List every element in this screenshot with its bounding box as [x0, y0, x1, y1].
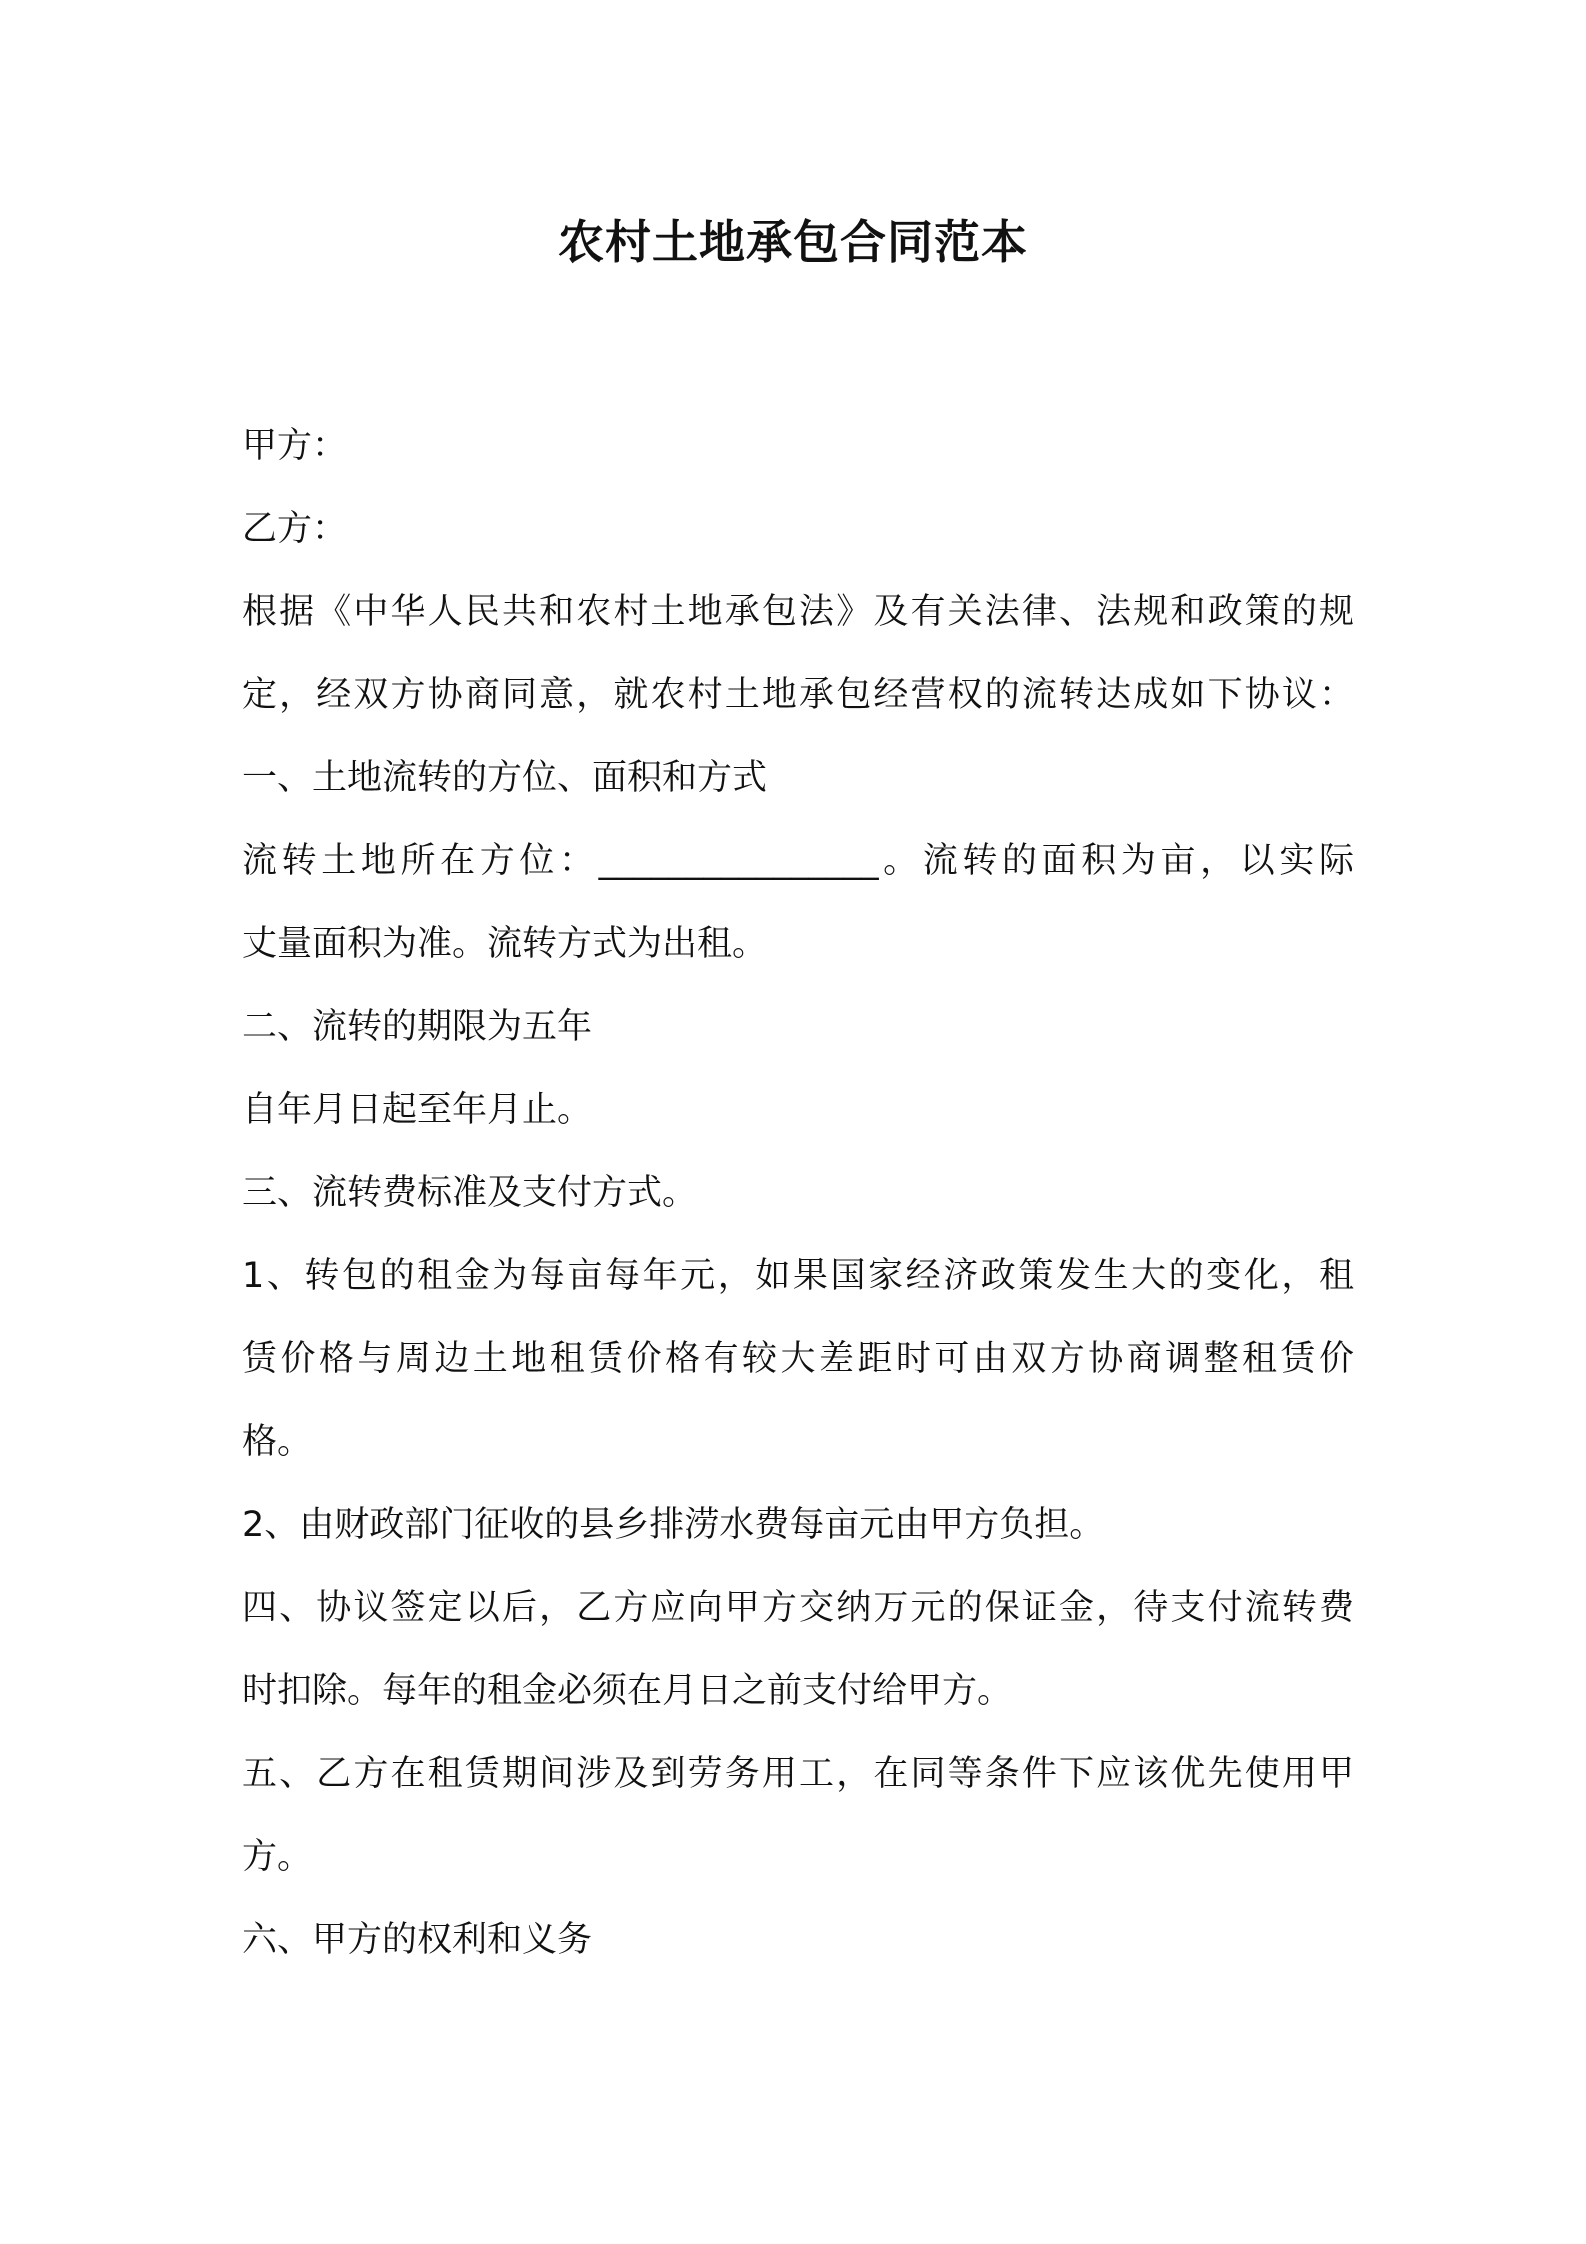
- section-2-heading: 二、流转的期限为五年: [242, 1007, 593, 1047]
- preamble-line-1: 根据《中华人民共和农村土地承包法》及有关法律、法规和政策的规: [242, 592, 1354, 632]
- section-3-item-1-line-2: 赁价格与周边土地租赁价格有较大差距时可由双方协商调整租赁价: [242, 1339, 1354, 1379]
- party-a-line: 甲方：: [242, 426, 348, 466]
- document-title: 农村土地承包合同范本: [558, 215, 1028, 269]
- section-3-heading: 三、流转费标准及支付方式。: [242, 1173, 698, 1213]
- section-5-line-2: 方。: [242, 1837, 313, 1877]
- section-4-line-1: 四、协议签定以后，乙方应向甲方交纳万元的保证金，待支付流转费: [242, 1588, 1354, 1628]
- section-1-line-2: 丈量面积为准。流转方式为出租。: [242, 924, 768, 964]
- section-1-line-1: 流转土地所在方位：________________。流转的面积为亩，以实际: [242, 841, 1354, 881]
- section-6-heading: 六、甲方的权利和义务: [242, 1920, 593, 1960]
- section-3-item-1-line-1: 1、转包的租金为每亩每年元，如果国家经济政策发生大的变化，租: [242, 1256, 1354, 1296]
- section-4-line-2: 时扣除。每年的租金必须在月日之前支付给甲方。: [242, 1671, 1013, 1711]
- section-1-heading: 一、土地流转的方位、面积和方式: [242, 758, 768, 798]
- section-2-line-1: 自年月日起至年月止。: [242, 1090, 593, 1130]
- party-b-line: 乙方：: [242, 509, 348, 549]
- section-3-item-1-line-3: 格。: [242, 1422, 313, 1462]
- preamble-line-2: 定，经双方协商同意，就农村土地承包经营权的流转达成如下协议：: [242, 675, 1354, 715]
- section-5-line-1: 五、乙方在租赁期间涉及到劳务用工，在同等条件下应该优先使用甲: [242, 1754, 1354, 1794]
- section-3-item-2: 2、由财政部门征收的县乡排涝水费每亩元由甲方负担。: [242, 1505, 1105, 1545]
- document-body: [242, 405, 1354, 1982]
